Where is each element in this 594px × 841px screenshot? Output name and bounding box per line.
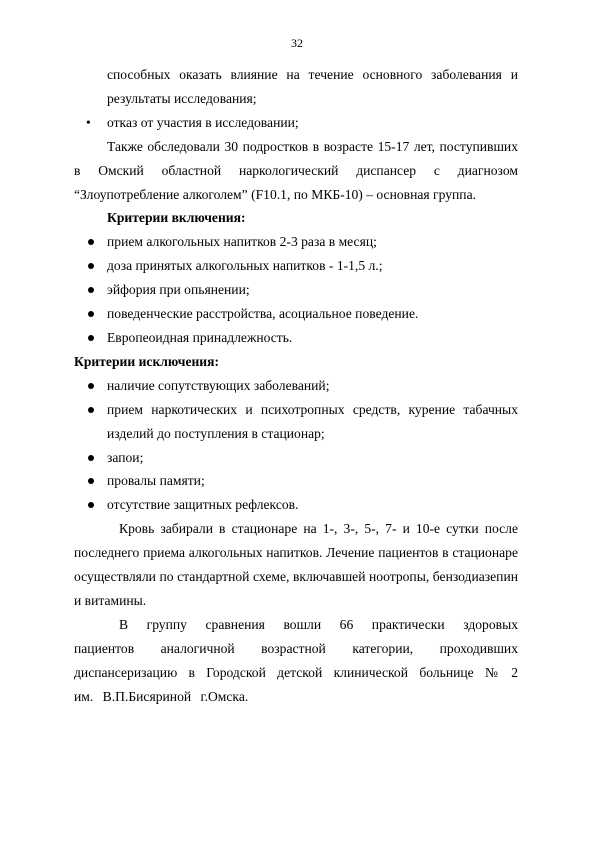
document-body	[74, 63, 518, 708]
inclusion-list	[74, 230, 518, 350]
bullet-dot-icon	[88, 383, 94, 389]
exclusion-item	[74, 469, 518, 493]
exclusion-item	[74, 398, 518, 446]
inclusion-item	[74, 254, 518, 278]
exclusion-item-text: отсутствие защитных рефлексов.	[107, 497, 299, 513]
inclusion-item	[74, 302, 518, 326]
bullet-mark-icon: •	[86, 114, 91, 130]
exclusion-item-text: прием наркотических и психотропных средств, курение табачных изделий до поступления в стационар;	[107, 401, 518, 441]
page-number: 32	[291, 36, 303, 50]
carryover-text: способных оказать влияние на течение основного заболевания и результаты исследования;	[107, 67, 518, 106]
inclusion-item-text: Европеоидная принадлежность.	[107, 329, 293, 345]
exclusion-item	[74, 493, 518, 517]
inclusion-item	[74, 230, 518, 254]
exclusion-heading: Критерии исключения:	[74, 353, 220, 369]
inclusion-item-text: поведенческие расстройства, асоциальное поведение.	[107, 306, 419, 322]
bullet-dot-icon	[88, 478, 94, 484]
exclusion-item	[74, 374, 518, 398]
exclusion-item	[74, 446, 518, 470]
inclusion-item-text: прием алкогольных напитков 2-3 раза в месяц;	[107, 234, 377, 250]
inclusion-item	[74, 278, 518, 302]
refusal-item-text: отказ от участия в исследовании;	[107, 114, 299, 130]
inclusion-item-text: доза принятых алкогольных напитков - 1-1,5 л.;	[107, 258, 383, 274]
bullet-dot-icon	[88, 263, 94, 269]
bullet-dot-icon	[88, 335, 94, 341]
inclusion-item-text: эйфория при опьянении;	[107, 282, 250, 298]
bullet-dot-icon	[88, 407, 94, 413]
bullet-dot-icon	[88, 502, 94, 508]
bullet-dot-icon	[88, 455, 94, 461]
exclusion-item-text: провалы памяти;	[107, 473, 205, 489]
blood-sampling-paragraph: Кровь забирали в стационаре на 1-, 3-, 5-, 7- и 10-е сутки после последнего приема алкогольных напитков. Лечение пациентов в стационаре осуществляли по стандартной схеме, включавшей ноотропы, бензодиазепин и витамины.	[74, 521, 518, 608]
exclusion-item-text: наличие сопутствующих заболеваний;	[107, 377, 330, 393]
refusal-list-item	[74, 111, 518, 135]
bullet-dot-icon	[88, 311, 94, 317]
inclusion-item	[74, 326, 518, 350]
comparison-group-paragraph: В группу сравнения вошли 66 практически здоровых пациентов аналогичной возрастной категории, проходивших диспансеризацию в Городской детской клинической больнице № 2 им. В.П.Бисяриной г.Омска.	[74, 616, 518, 704]
exclusion-list	[74, 374, 518, 517]
bullet-dot-icon	[88, 239, 94, 245]
exclusion-item-text: запои;	[107, 449, 144, 465]
main-group-paragraph: Также обследовали 30 подростков в возрасте 15-17 лет, поступивших в Омский областной наркологический диспансер с диагнозом “Злоупотребление алкоголем” (F10.1, по МКБ-10) – основная группа.	[74, 138, 518, 202]
inclusion-heading: Критерии включения:	[107, 210, 246, 226]
bullet-dot-icon	[88, 287, 94, 293]
